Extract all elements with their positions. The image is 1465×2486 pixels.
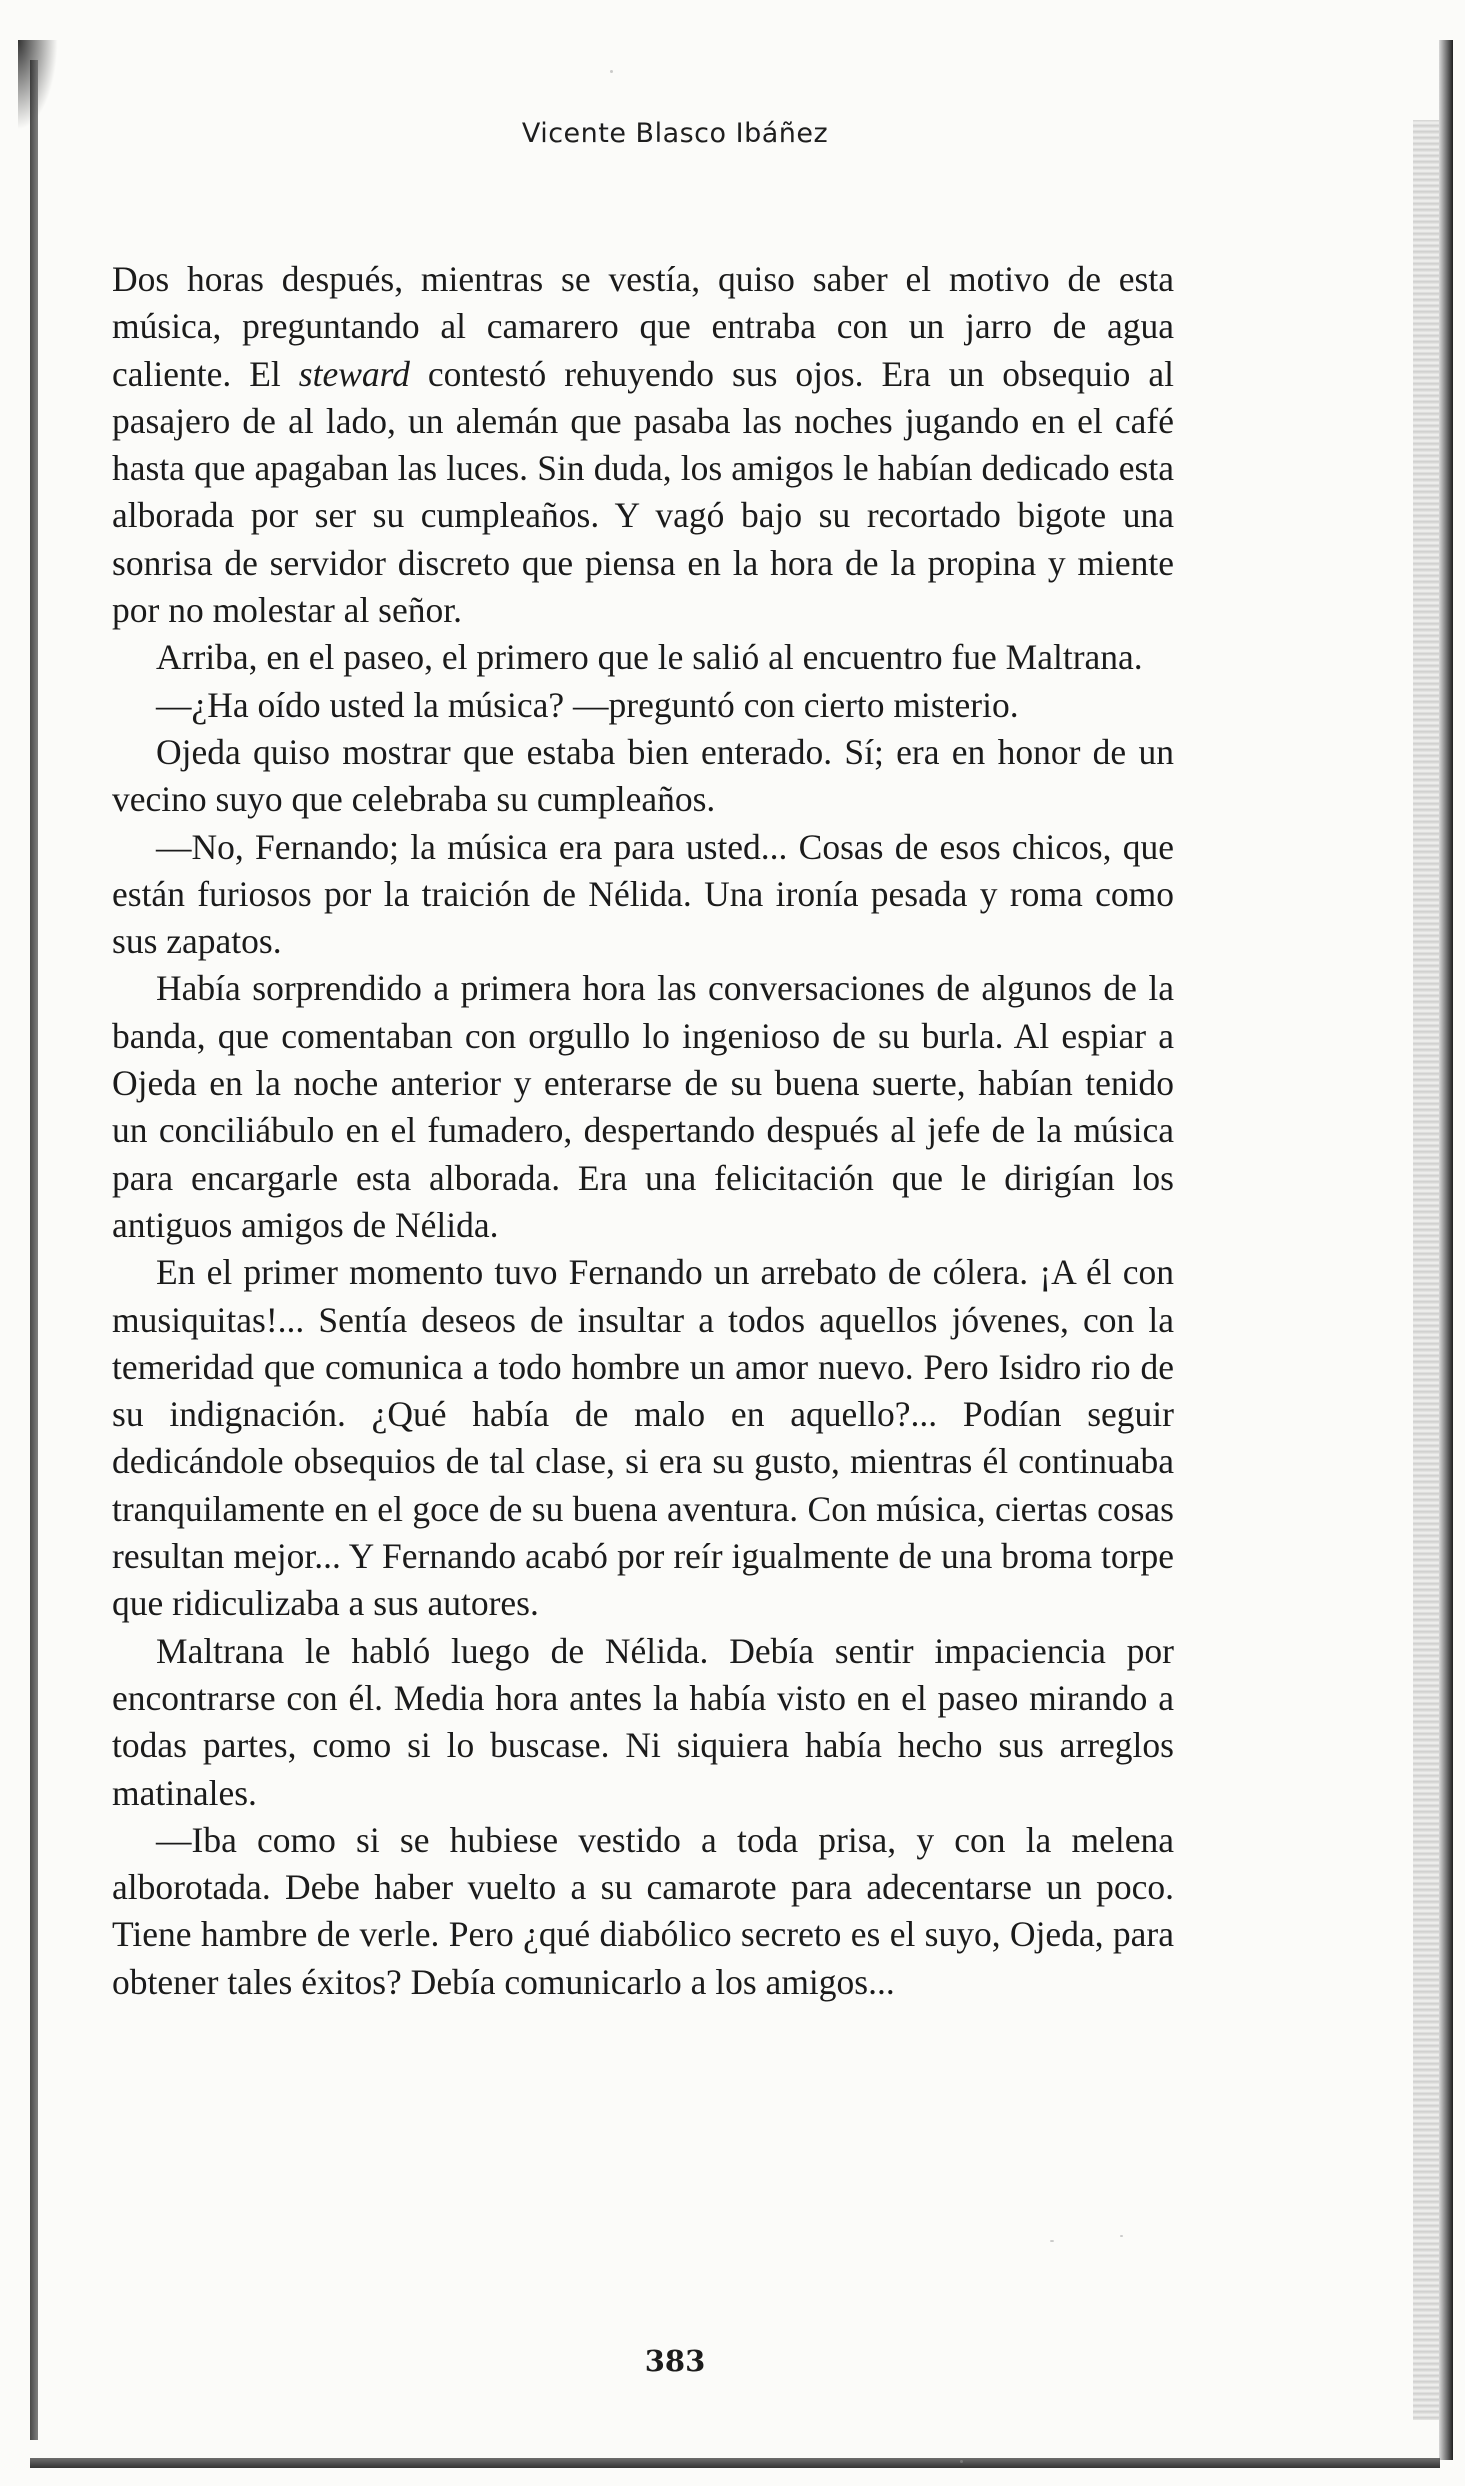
paragraph: Dos horas después, mientras se vestía, quiso saber el motivo de esta música, preguntando al camarero que entraba con un jarro de agua caliente. El steward contestó rehuyendo sus ojos. Era un obsequio al pasajero de al lado, un alemán que pasaba las noches jugando en el café hasta que apagaban las luces. Sin duda, los amigos le habían dedicado esta alborada por ser su cumpleaños. Y vagó bajo su recortado bigote una sonrisa de servidor discreto que piensa en la hora de la propina y miente por no molestar al señor. [112, 259, 1174, 631]
page-number: 383 [644, 2344, 706, 2378]
paragraph: Arriba, en el paseo, el primero que le salió al encuentro fue Maltrana. [156, 637, 1143, 678]
paragraph: —Iba como si se hubiese vestido a toda prisa, y con la melena alborotada. Debe haber vuelto a su camarote para adecentarse un poco. Tiene hambre de verle. Pero ¿qué diabólico secreto es el suyo, Ojeda, para obtener tales éxitos? Debía comunicarlo a los amigos... [112, 1819, 1174, 2002]
paragraph: Ojeda quiso mostrar que estaba bien enterado. Sí; era en honor de un vecino suyo que celebraba su cumpleaños. [112, 731, 1174, 820]
scan-edge-right [1439, 40, 1453, 2460]
paragraph: —¿Ha oído usted la música? —preguntó con cierto misterio. [156, 684, 1019, 725]
scan-speck [1050, 2240, 1054, 2242]
running-head: Vicente Blasco Ibáñez [521, 118, 829, 149]
scan-edge-texture [1413, 120, 1439, 2420]
paragraph: Maltrana le habló luego de Nélida. Debía sentir impaciencia por encontrarse con él. Media hora antes la había visto en el paseo mirando a todas partes, como si lo buscase. Ni siquiera había hecho sus arreglos matinales. [112, 1630, 1174, 1813]
page-body [112, 256, 1174, 2006]
scan-speck [960, 2460, 963, 2463]
paragraph: —No, Fernando; la música era para usted... Cosas de esos chicos, que están furiosos por la traición de Nélida. Una ironía pesada y roma como sus zapatos. [112, 826, 1174, 962]
scan-edge-left [30, 60, 38, 2440]
paragraph: En el primer momento tuvo Fernando un arrebato de cólera. ¡A él con musiquitas!... Sentía deseos de insultar a todos aquellos jóvenes, con la temeridad que comunica a todo hombre un amor nuevo. Pero Isidro rio de su indignación. ¿Qué había de malo en aquello?... Podían seguir dedicándole obsequios de tal clase, si era su gusto, mientras él continuaba tranquilamente en el goce de su buena aventura. Con música, ciertas cosas resultan mejor... Y Fernando acabó por reír igualmente de una broma torpe que ridiculizaba a sus autores. [112, 1252, 1174, 1624]
scan-speck [610, 70, 613, 73]
paragraph: Había sorprendido a primera hora las conversaciones de algunos de la banda, que comentaban con orgullo lo ingenioso de su burla. Al espiar a Ojeda en la noche anterior y enterarse de su buena suerte, habían tenido un conciliábulo en el fumadero, despertando después al jefe de la música para encargarle esta alborada. Era una felicitación que le dirigían los antiguos amigos de Nélida. [112, 968, 1174, 1245]
scan-shadow-top-left [18, 40, 58, 130]
scan-edge-bottom [30, 2458, 1440, 2468]
scan-speck [1120, 2235, 1123, 2237]
italic-term: steward [298, 353, 410, 394]
